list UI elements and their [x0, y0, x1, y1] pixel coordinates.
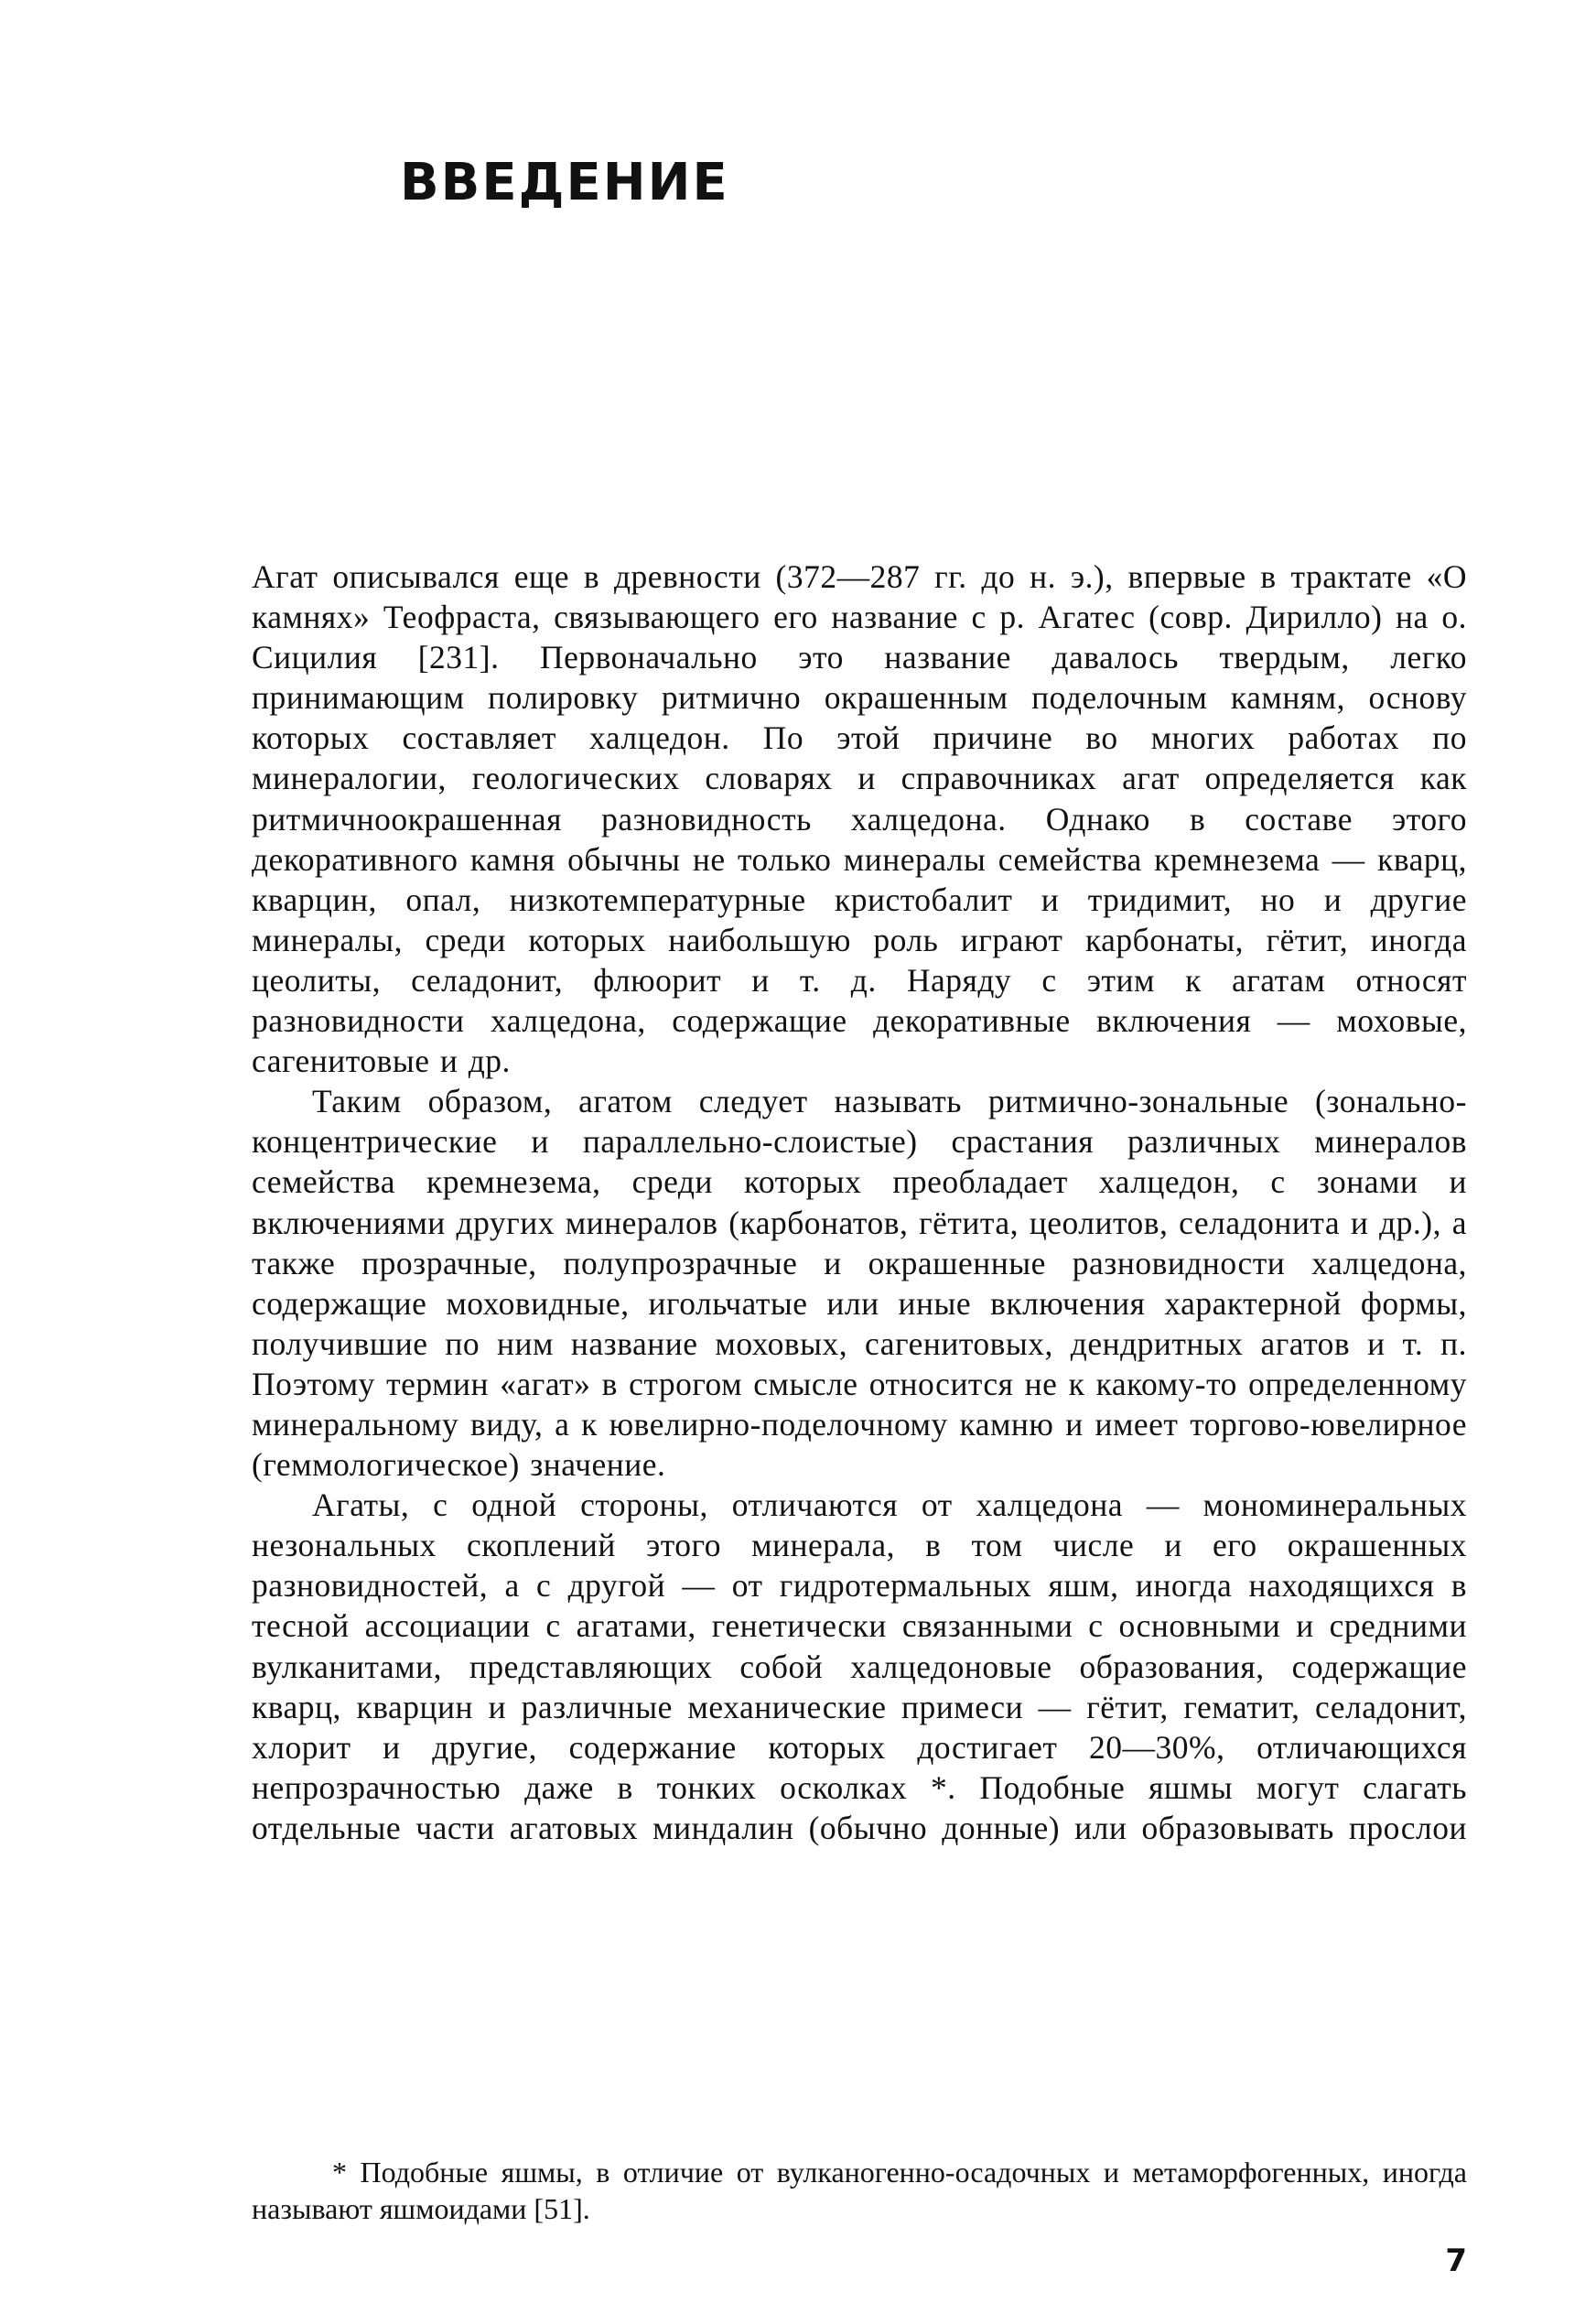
page-title: ВВЕДЕНИЕ: [400, 153, 729, 212]
paragraph: Агаты, с одной стороны, отличаются от халцедона — мономинеральных незональных скоплений этого минерала, в том числе и его окрашенных разновидностей, а с другой — от гидротермальных яшм, иногда находящихся в тесной ассоциации с агатами, генетически связанными с основными и средними вулканитами, представляющих собой халцедоновые образования, содержащие кварц, кварцин и различные механические примеси — гётит, гематит, селадонит, хлорит и другие, содержание которых достигает 20—30%, отличающихся непрозрачностью даже в тонких осколках *. Подобные яшмы могут слагать отдельные части агатовых миндалин (обычно донные) или образовывать прослои: [252, 1486, 1467, 1846]
footnote: * Подобные яшмы, в отличие от вулканогенно-осадочных и метаморфогенных, иногда называют яшмоидами [51].: [252, 2156, 1467, 2225]
page-number: 7: [1445, 2243, 1467, 2279]
body-text: [252, 557, 1467, 1848]
paragraph: Агат описывался еще в древности (372—287 гг. до н. э.), впервые в трактате «О камнях» Теофраста, связывающего его название с р. Агатес (совр. Дирилло) на о. Сицилия [231]. Первоначально это название давалось твердым, легко принимающим полировку ритмично окрашенным поделочным камням, основу которых составляет халцедон. По этой причине во многих работах по минералогии, геологических словарях и справочниках агат определяется как ритмичноокрашенная разновидность халцедона. Однако в составе этого декоративного камня обычны не только минералы семейства кремнезема — кварц, кварцин, опал, низкотемпературные кристобалит и тридимит, но и другие минералы, среди которых наибольшую роль играют карбонаты, гётит, иногда цеолиты, селадонит, флюорит и т. д. Наряду с этим к агатам относят разновидности халцедона, содержащие декоративные включения — моховые, сагенитовые и др.: [252, 558, 1467, 1080]
paragraph: Таким образом, агатом следует называть ритмично-зональные (зонально-концентрические и параллельно-слоистые) срастания различных минералов семейства кремнезема, среди которых преобладает халцедон, с зонами и включениями других минералов (карбонатов, гётита, цеолитов, селадонита и др.), а также прозрачные, полупрозрачные и окрашенные разновидности халцедона, содержащие моховидные, игольчатые или иные включения характерной формы, получившие по ним название моховых, сагенитовых, дендритных агатов и т. п. Поэтому термин «агат» в строгом смысле относится не к какому-то определенному минеральному виду, а к ювелирно-поделочному камню и имеет торгово-ювелирное (геммологическое) значение.: [252, 1083, 1467, 1484]
